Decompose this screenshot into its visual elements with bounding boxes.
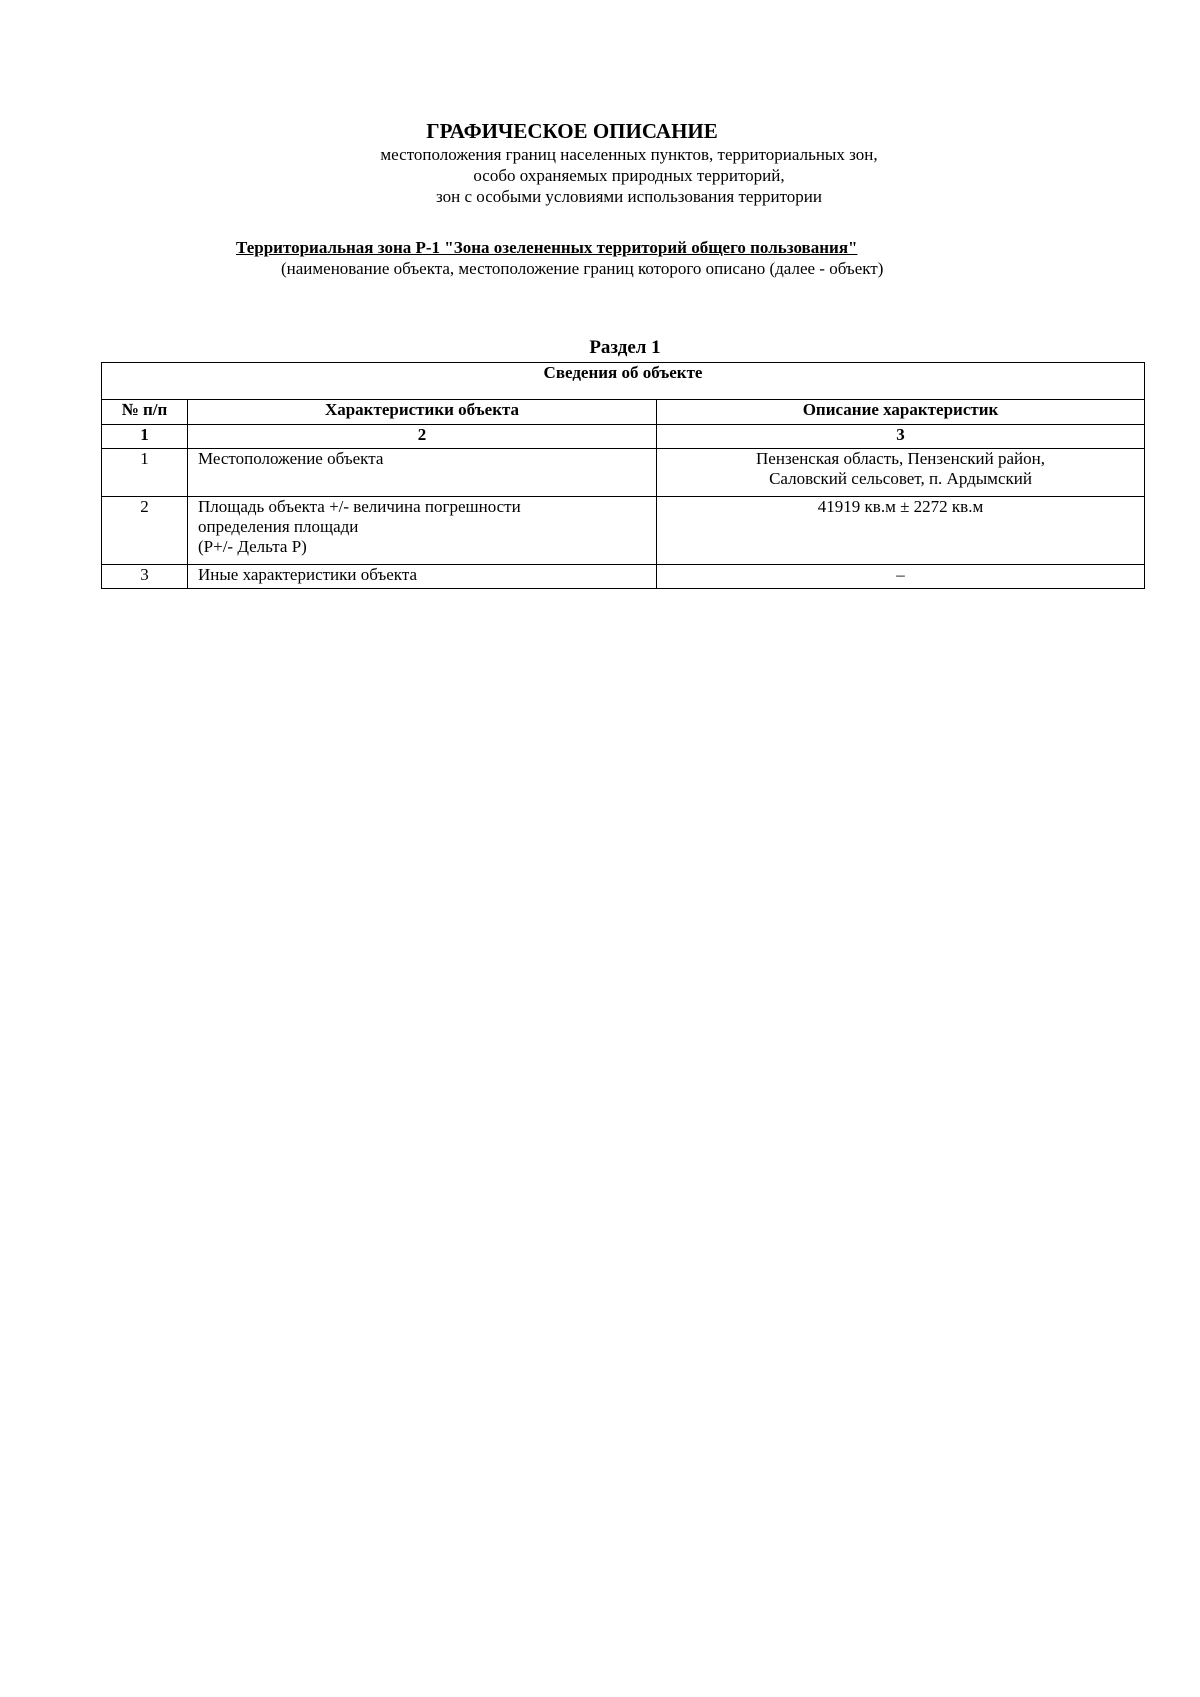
subtitle-line-2: особо охраняемых природных территорий, [473,166,785,185]
column-numbers-row [102,425,1145,449]
description-line: – [896,565,905,584]
row-description [657,449,1145,497]
description-line: Саловский сельсовет, п. Ардымский [769,469,1032,488]
column-header-characteristic: Характеристики объекта [188,400,657,425]
column-header-description: Описание характеристик [657,400,1145,425]
subtitle-line-1: местоположения границ населенных пунктов, территориальных зон, [380,145,878,164]
table-title-row [102,363,1145,400]
row-description [657,565,1145,589]
row-characteristic [188,449,657,497]
description-line: Пензенская область, Пензенский район, [756,449,1045,468]
column-number-3: 3 [657,425,1145,449]
row-description [657,497,1145,565]
object-info-table [101,362,1145,589]
object-name-caption: (наименование объекта, местоположение границ которого описано (далее - объект) [281,259,884,278]
table-row [102,449,1145,497]
row-number: 1 [102,449,188,497]
row-characteristic [188,565,657,589]
table-row [102,565,1145,589]
document-header [0,118,1200,207]
characteristic-line: Площадь объекта +/- величина погрешности [198,497,521,516]
row-characteristic [188,497,657,565]
column-header-number: № п/п [102,400,188,425]
column-number-1: 1 [102,425,188,449]
table-header-row [102,400,1145,425]
table-row [102,497,1145,565]
row-number: 3 [102,565,188,589]
description-line: 41919 кв.м ± 2272 кв.м [817,497,984,516]
object-name: Территориальная зона Р-1 "Зона озелененных территорий общего пользования" [236,238,858,257]
section-title: Раздел 1 [589,337,661,358]
column-number-2: 2 [188,425,657,449]
characteristic-line: Иные характеристики объекта [198,565,418,584]
subtitle-line-3: зон с особыми условиями использования территории [436,187,822,206]
characteristic-line: Местоположение объекта [198,449,384,468]
row-number: 2 [102,497,188,565]
characteristic-line: определения площади [198,517,359,536]
table-title: Сведения об объекте [102,363,1145,400]
document-title: ГРАФИЧЕСКОЕ ОПИСАНИЕ [426,119,718,143]
characteristic-line: (Р+/- Дельта Р) [198,537,307,556]
